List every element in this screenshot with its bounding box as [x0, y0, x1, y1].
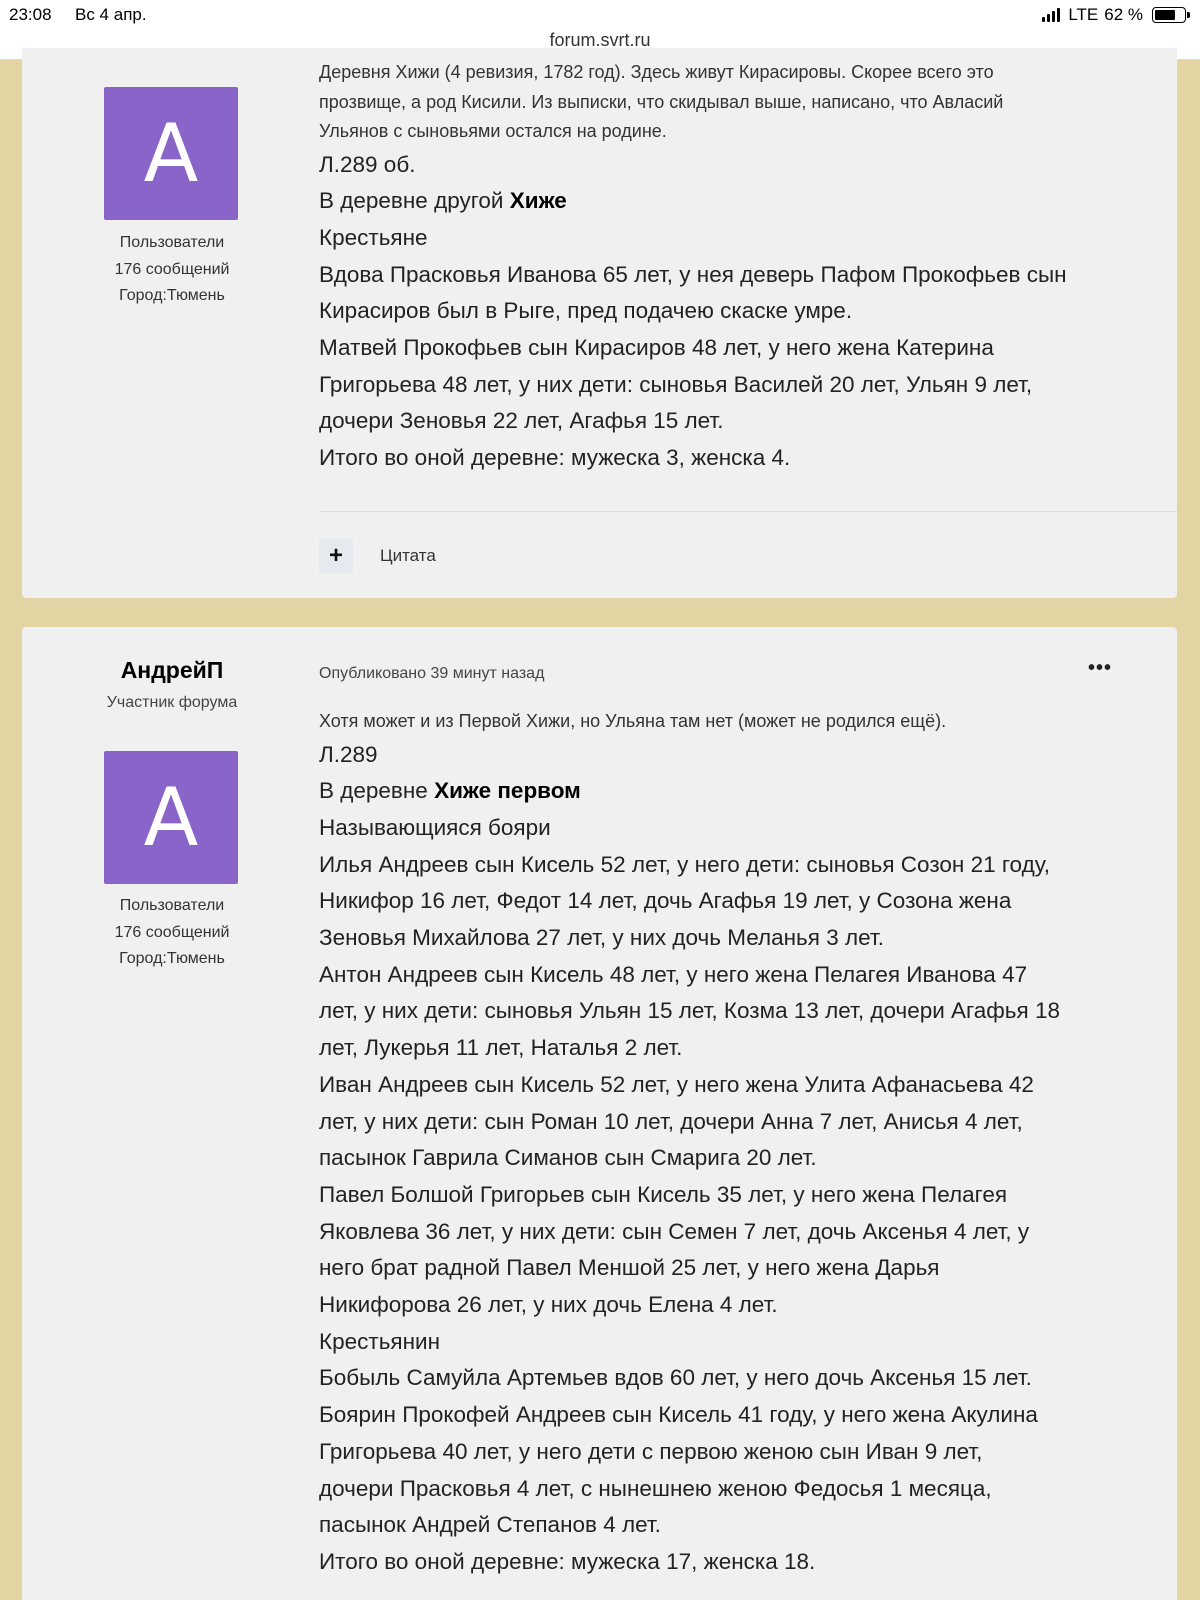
post-text-line: Боярин Прокофей Андреев сын Кисель 41 году, у него жена Акулина [319, 1402, 1038, 1428]
post-card-1 [22, 48, 1177, 598]
post-timestamp[interactable]: Опубликовано 39 минут назад [319, 665, 545, 682]
post-text-line: Называющияся бояри [319, 814, 551, 840]
author-name[interactable]: АндрейП [120, 657, 224, 683]
post-text-line: дочери Зеновья 22 лет, Агафья 15 лет. [319, 408, 724, 434]
author-city: Город:Тюмень [119, 950, 225, 967]
post-content [319, 58, 1149, 477]
status-date: Вс 4 апр. [75, 5, 147, 24]
post-text-line: Никифор 16 лет, Федот 14 лет, дочь Агафья 19 лет, у Созона жена [319, 888, 1012, 914]
author-meta [22, 893, 322, 973]
avatar[interactable]: А [104, 751, 238, 884]
author-post-count[interactable]: 176 сообщений [114, 260, 230, 278]
post-body [319, 147, 1149, 477]
post-intro-line: прозвище, а род Кисили. Из выписки, что скидывал выше, написано, что Авласий [319, 91, 1004, 112]
battery-icon [1152, 7, 1186, 23]
post-text-line: лет, Лукерья 11 лет, Наталья 2 лет. [319, 1035, 683, 1061]
post-text-line: Матвей Прокофьев сын Кирасиров 48 лет, у него жена Катерина [319, 335, 994, 361]
post-text-line: Бобыль Самуйла Артемьев вдов 60 лет, у него дочь Аксенья 15 лет. [319, 1365, 1032, 1391]
post-text-line: дочери Прасковья 4 лет, с нынешнею женою Федосья 1 месяца, [319, 1475, 992, 1501]
author-group: Пользователи [119, 897, 225, 914]
post-text-line: Вдова Прасковья Иванова 65 лет, у нея деверь Пафом Прокофьев сын [319, 261, 1067, 287]
line-text: В деревне [319, 778, 435, 804]
author-meta [22, 230, 322, 310]
status-time: 23:08 [9, 5, 52, 24]
post-text-line: Зеновья Михайлова 27 лет, у них дочь Меланья 3 лет. [319, 925, 884, 951]
post-divider [319, 511, 1177, 512]
author-group: Пользователи [119, 234, 225, 251]
post-text-line: него брат радной Павел Меншой 25 лет, у него жена Дарья [319, 1255, 940, 1281]
post-text-line [319, 773, 1149, 810]
post-text-line: Итого во оной деревне: мужеска 17, женска 18. [319, 1548, 816, 1574]
line-bold-text: Хиже [509, 188, 567, 214]
post-text-line: пасынок Андрей Степанов 4 лет. [319, 1512, 661, 1538]
post-text-line: лет, у них дети: сыновья Ульян 15 лет, Козма 13 лет, дочери Агафья 18 [319, 998, 1060, 1024]
post-text-line: Итого во оной деревне: мужеска 3, женска 4. [319, 445, 791, 471]
post-text-line: Илья Андреев сын Кисель 52 лет, у него дети: сыновья Созон 21 году, [319, 851, 1050, 877]
post-text-line [319, 183, 1149, 220]
post-text-line: Крестьянин [319, 1328, 441, 1354]
avatar[interactable]: А [104, 87, 238, 220]
more-options-icon[interactable]: ••• [1087, 657, 1112, 679]
line-bold-text: Хиже первом [434, 778, 581, 804]
author-post-count[interactable]: 176 сообщений [114, 923, 230, 941]
plus-button[interactable]: + [319, 539, 353, 573]
post-intro-line: Хотя может и из Первой Хижи, но Ульяна там нет (может не родился ещё). [319, 711, 947, 731]
post-card-2 [22, 627, 1177, 1600]
post-text-line: лет, у них дети: сын Роман 10 лет, дочери Анна 7 лет, Анисья 4 лет, [319, 1108, 1023, 1134]
network-label: LTE [1068, 5, 1099, 24]
post-text-line: Григорьева 40 лет, у него дети с первою женою сын Иван 9 лет, [319, 1438, 983, 1464]
post-text-line: Григорьева 48 лет, у них дети: сыновья Василей 20 лет, Ульян 9 лет, [319, 371, 1033, 397]
post-text-line: Л.289 об. [319, 151, 416, 177]
url-bar[interactable]: forum.svrt.ru [549, 30, 651, 50]
author-rank: Участник форума [106, 694, 238, 711]
author-city: Город:Тюмень [119, 287, 225, 304]
quote-button[interactable]: Цитата [380, 546, 436, 565]
line-text: В деревне другой [319, 188, 510, 214]
post-text-line: Павел Болшой Григорьев сын Кисель 35 лет, у него жена Пелагея [319, 1181, 1008, 1207]
post-text-line: Кирасиров был в Рыге, пред подачею скаске умре. [319, 298, 853, 324]
post-text-line: Л.289 [319, 741, 378, 767]
post-intro-line: Деревня Хижи (4 ревизия, 1782 год). Здесь живут Кирасировы. Скорее всего это [319, 62, 994, 82]
post-body [319, 737, 1149, 1581]
post-intro-line: Ульянов с сыновьями остался на родине. [319, 121, 667, 141]
battery-percent: 62 % [1104, 5, 1143, 24]
status-right [1042, 5, 1186, 25]
post-text-line: Никифорова 26 лет, у них дочь Елена 4 лет. [319, 1292, 778, 1318]
post-text-line: Яковлева 36 лет, у них дети: сын Семен 7 лет, дочь Аксенья 4 лет, у [319, 1218, 1030, 1244]
post-text-line: Крестьяне [319, 224, 428, 250]
post-text-line: Антон Андреев сын Кисель 48 лет, у него жена Пелагея Иванова 47 [319, 961, 1028, 987]
post-text-line: Иван Андреев сын Кисель 52 лет, у него жена Улита Афанасьева 42 [319, 1071, 1034, 1097]
post-content [319, 707, 1149, 1581]
signal-icon [1042, 8, 1060, 22]
post-text-line: пасынок Гаврила Симанов сын Смарига 20 лет. [319, 1145, 817, 1171]
